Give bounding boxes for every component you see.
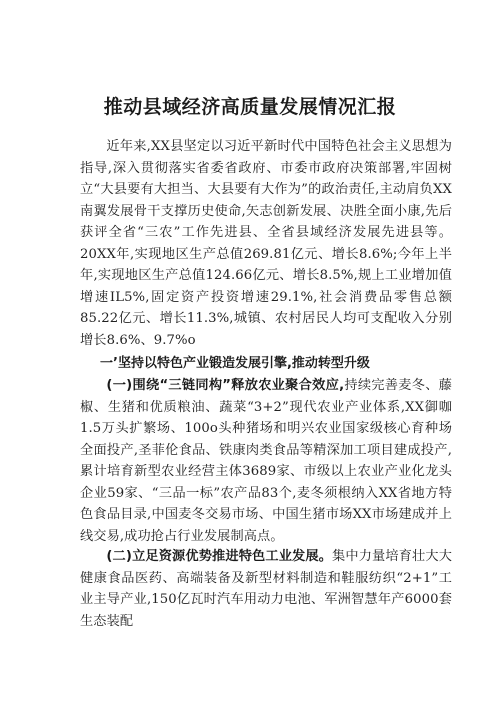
paragraph-lead: (二)立足资源优势推进特色工业发展。: [106, 549, 333, 564]
section-paragraph-industry: [80, 546, 452, 632]
section-paragraph-agriculture: [80, 375, 452, 547]
document-title: 推动县域经济高质量发展情况汇报: [103, 96, 397, 118]
paragraph-text: 持续完善麦冬、藤椒、生猪和优质粮油、蔬菜“3+2”现代农业产业体系,XX御咖1.5万头扩繁场、100o头种猪场和明兴农业国家级核心育种场全面投产,圣菲伦食品、铁康肉类食品等精深加工项目建成投产,累计培育新型农业经营主体3689家、市级以上农业产业化龙头企业59家、“三品一标”农产品83个,麦冬须根纳入XX省地方特色食品目录,中国麦冬交易市场、中国生猪市场XX市场建成并上线交易,成功抢占行业发展制高点。: [80, 378, 452, 544]
section-heading: 一’坚持以特色产业锻造发展引擎,推动转型升级: [100, 356, 370, 371]
paragraph-lead: (一)围绕“三链同构”释放农业聚合效应,: [106, 378, 345, 393]
intro-paragraph: 近年来,XX县坚定以习近平新时代中国特色社会主义思想为指导,深入贯彻落实省委省政府、市委市政府决策部署,牢固树立“大县要有大担当、大县要有大作为”的政治责任,主动肩负XX南翼发展骨干支撑历史使命,矢志创新发展、决胜全面小康,先后获评全省“三农”工作先进县、全省县域经济发展先进县等。20XX年,实现地区生产总值269.81亿元、增长8.6%;今年上半年,实现地区生产总值124.66亿元、增长8.5%,规上工业增加值增速IL5%,固定资产投资增速29.1%,社会消费品零售总额85.22亿元、增长11.3%,城镇、农村居民人均可支配收入分别增长8.6%、9.7%o: [80, 139, 452, 348]
paragraph-text: 集中力量培育壮大大健康食品医药、高端装备及新型材料制造和鞋服纺织“2+1”工业主导产业,150亿瓦时汽车用动力电池、军洲智慧年产6000套生态装配: [80, 549, 452, 629]
